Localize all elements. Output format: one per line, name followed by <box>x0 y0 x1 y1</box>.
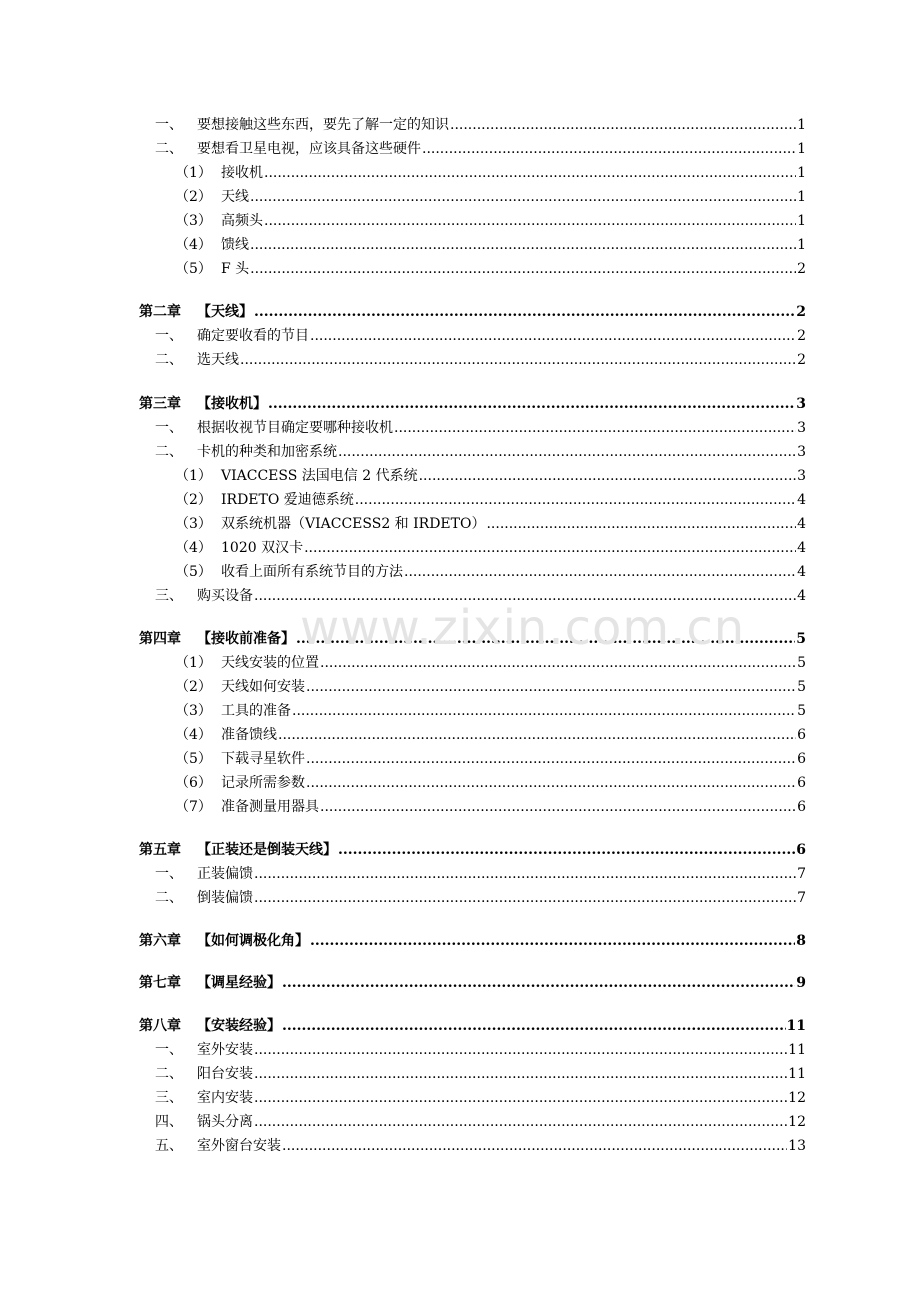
entry-title: 确定要收看的节目 <box>197 328 309 344</box>
entry-number: 第二章 <box>139 304 181 320</box>
toc-entry[interactable] <box>0 350 806 370</box>
entry-number: 一、 <box>155 1042 183 1058</box>
dot-leader <box>310 326 796 346</box>
entry-page-number: 2 <box>797 352 806 368</box>
entry-title: 双系统机器（VIACCESS2 和 IRDETO） <box>221 516 486 532</box>
entry-number: （4） <box>175 237 212 253</box>
entry-page-number: 5 <box>797 703 806 719</box>
entry-number: 四、 <box>155 1114 183 1130</box>
toc-entry[interactable] <box>0 442 806 462</box>
dot-leader <box>292 701 796 721</box>
entry-title: 倒装偏馈 <box>197 890 253 906</box>
entry-number: 三、 <box>155 588 183 604</box>
entry-page-number: 8 <box>796 933 806 949</box>
entry-title: 1020 双汉卡 <box>221 540 304 556</box>
dot-leader <box>264 163 796 183</box>
dot-leader <box>394 418 796 438</box>
dot-leader <box>268 394 795 414</box>
entry-title: 要想接触这些东西，要先了解一定的知识 <box>197 117 449 133</box>
entry-page-number: 5 <box>796 631 806 647</box>
toc-entry[interactable] <box>0 1136 806 1156</box>
toc-entry[interactable] <box>0 725 806 745</box>
entry-number: （1） <box>175 655 212 671</box>
toc-entry[interactable] <box>0 259 806 279</box>
dot-leader <box>254 1064 787 1084</box>
dot-leader <box>419 466 796 486</box>
dot-leader <box>304 538 796 558</box>
entry-title: 记录所需参数 <box>221 775 305 791</box>
entry-title: 准备测量用器具 <box>221 799 319 815</box>
dot-leader <box>254 1040 787 1060</box>
entry-title: 准备馈线 <box>221 727 277 743</box>
entry-number: 第三章 <box>139 396 181 412</box>
entry-page-number: 2 <box>797 328 806 344</box>
entry-title: IRDETO 爱迪德系统 <box>221 492 354 508</box>
entry-number: 第五章 <box>139 842 181 858</box>
entry-page-number: 4 <box>797 564 806 580</box>
dot-leader <box>355 490 796 510</box>
dot-leader <box>404 562 796 582</box>
entry-page-number: 5 <box>797 655 806 671</box>
entry-page-number: 1 <box>797 141 806 157</box>
toc-entry[interactable] <box>0 211 806 231</box>
dot-leader <box>486 514 796 534</box>
toc-entry[interactable] <box>0 586 806 606</box>
dot-leader <box>306 749 796 769</box>
entry-title: 根据收视节目确定要哪种接收机 <box>197 420 393 436</box>
dot-leader <box>254 888 796 908</box>
toc-entry[interactable] <box>0 187 806 207</box>
dot-leader <box>296 629 795 649</box>
toc-entry[interactable] <box>0 1112 806 1132</box>
toc-entry[interactable] <box>0 418 806 438</box>
dot-leader <box>250 259 796 279</box>
entry-page-number: 1 <box>797 189 806 205</box>
entry-number: 第四章 <box>139 631 181 647</box>
entry-title: 【如何调极化角】 <box>197 933 309 949</box>
entry-page-number: 2 <box>797 261 806 277</box>
entry-title: 【安装经验】 <box>197 1018 281 1034</box>
toc-entry[interactable] <box>0 864 806 884</box>
entry-title: 工具的准备 <box>221 703 291 719</box>
entry-title: 卡机的种类和加密系统 <box>197 444 337 460</box>
toc-entry[interactable] <box>0 466 806 486</box>
toc-entry[interactable] <box>0 1088 806 1108</box>
entry-title: 阳台安装 <box>197 1066 253 1082</box>
entry-title: 室内安装 <box>197 1090 253 1106</box>
dot-leader <box>254 1088 787 1108</box>
entry-title: 高频头 <box>221 213 263 229</box>
toc-entry[interactable] <box>0 797 806 817</box>
entry-page-number: 6 <box>796 842 806 858</box>
entry-title: 天线如何安装 <box>221 679 305 695</box>
entry-page-number: 11 <box>786 1018 806 1034</box>
toc-entry[interactable] <box>0 653 806 673</box>
entry-title: 室外安装 <box>197 1042 253 1058</box>
entry-page-number: 1 <box>797 165 806 181</box>
entry-title: 馈线 <box>221 237 249 253</box>
entry-number: （5） <box>175 751 212 767</box>
entry-number: 一、 <box>155 866 183 882</box>
dot-leader <box>338 442 796 462</box>
dot-leader <box>306 773 796 793</box>
toc-entry[interactable] <box>0 490 806 510</box>
entry-title: 要想看卫星电视，应该具备这些硬件 <box>197 141 421 157</box>
toc-entry[interactable] <box>0 749 806 769</box>
entry-title: 收看上面所有系统节目的方法 <box>221 564 403 580</box>
entry-page-number: 6 <box>797 775 806 791</box>
entry-number: 第八章 <box>139 1018 181 1034</box>
toc-entry[interactable] <box>0 1064 806 1084</box>
toc-entry[interactable] <box>0 888 806 908</box>
entry-number: （7） <box>175 799 212 815</box>
entry-number: （5） <box>175 564 212 580</box>
toc-entry[interactable] <box>0 235 806 255</box>
entry-title: 【天线】 <box>197 304 253 320</box>
entry-page-number: 7 <box>797 890 806 906</box>
toc-chapter-entry[interactable] <box>0 973 806 993</box>
entry-page-number: 6 <box>797 727 806 743</box>
entry-page-number: 2 <box>796 304 806 320</box>
entry-title: 【接收前准备】 <box>197 631 295 647</box>
toc-entry[interactable] <box>0 1040 806 1060</box>
dot-leader <box>320 653 796 673</box>
toc-entry[interactable] <box>0 115 806 135</box>
dot-leader <box>450 115 796 135</box>
dot-leader <box>254 586 796 606</box>
entry-number: 一、 <box>155 328 183 344</box>
entry-title: 选天线 <box>197 352 239 368</box>
entry-number: 第六章 <box>139 933 181 949</box>
entry-page-number: 4 <box>797 492 806 508</box>
entry-title: F 头 <box>221 261 250 277</box>
entry-title: 【正装还是倒装天线】 <box>197 842 337 858</box>
entry-number: 二、 <box>155 444 183 460</box>
entry-page-number: 11 <box>788 1042 806 1058</box>
entry-title: 下载寻星软件 <box>221 751 305 767</box>
entry-number: （6） <box>175 775 212 791</box>
entry-title: 锅头分离 <box>197 1114 253 1130</box>
entry-number: （3） <box>175 516 212 532</box>
dot-leader <box>306 677 796 697</box>
entry-page-number: 12 <box>788 1090 806 1106</box>
dot-leader <box>338 840 795 860</box>
toc-chapter-entry[interactable] <box>0 302 806 322</box>
entry-number: 一、 <box>155 420 183 436</box>
entry-number: 二、 <box>155 352 183 368</box>
entry-number: （3） <box>175 703 212 719</box>
dot-leader <box>282 1016 786 1036</box>
toc-chapter-entry[interactable] <box>0 629 806 649</box>
entry-title: 正装偏馈 <box>197 866 253 882</box>
entry-page-number: 4 <box>797 540 806 556</box>
dot-leader <box>282 973 795 993</box>
dot-leader <box>254 864 796 884</box>
entry-page-number: 11 <box>788 1066 806 1082</box>
entry-number: （1） <box>175 165 212 181</box>
dot-leader <box>422 139 796 159</box>
toc-entry[interactable] <box>0 677 806 697</box>
entry-title: 室外窗台安装 <box>197 1138 281 1154</box>
toc-entry[interactable] <box>0 163 806 183</box>
entry-title: 购买设备 <box>197 588 253 604</box>
dot-leader <box>320 797 796 817</box>
entry-number: 三、 <box>155 1090 183 1106</box>
toc-chapter-entry[interactable] <box>0 840 806 860</box>
entry-page-number: 3 <box>797 420 806 436</box>
dot-leader <box>282 1136 787 1156</box>
entry-number: 五、 <box>155 1138 183 1154</box>
entry-title: 天线 <box>221 189 249 205</box>
entry-title: 【接收机】 <box>197 396 267 412</box>
entry-number: 二、 <box>155 141 183 157</box>
watermark: www.zixin.com.cn <box>300 600 746 656</box>
dot-leader <box>278 725 796 745</box>
entry-page-number: 4 <box>797 516 806 532</box>
entry-page-number: 5 <box>797 679 806 695</box>
entry-page-number: 13 <box>788 1138 806 1154</box>
dot-leader <box>254 1112 787 1132</box>
toc-chapter-entry[interactable] <box>0 1016 806 1036</box>
entry-number: 一、 <box>155 117 183 133</box>
entry-page-number: 3 <box>797 444 806 460</box>
entry-number: （2） <box>175 679 212 695</box>
entry-number: （5） <box>175 261 212 277</box>
entry-page-number: 3 <box>797 468 806 484</box>
entry-number: （2） <box>175 189 212 205</box>
entry-page-number: 6 <box>797 799 806 815</box>
toc-entry[interactable] <box>0 139 806 159</box>
entry-title: 接收机 <box>221 165 263 181</box>
entry-number: （3） <box>175 213 212 229</box>
toc-entry[interactable] <box>0 701 806 721</box>
toc-entry[interactable] <box>0 514 806 534</box>
entry-title: 天线安装的位置 <box>221 655 319 671</box>
toc-entry[interactable] <box>0 773 806 793</box>
entry-number: （4） <box>175 540 212 556</box>
entry-page-number: 1 <box>797 237 806 253</box>
toc-chapter-entry[interactable] <box>0 394 806 414</box>
toc-entry[interactable] <box>0 538 806 558</box>
toc-entry[interactable] <box>0 562 806 582</box>
toc-chapter-entry[interactable] <box>0 931 806 951</box>
entry-page-number: 1 <box>797 213 806 229</box>
dot-leader <box>254 302 795 322</box>
entry-title: 【调星经验】 <box>197 975 281 991</box>
entry-page-number: 7 <box>797 866 806 882</box>
entry-page-number: 1 <box>797 117 806 133</box>
entry-page-number: 9 <box>796 975 806 991</box>
entry-page-number: 12 <box>788 1114 806 1130</box>
entry-number: （1） <box>175 468 212 484</box>
dot-leader <box>240 350 796 370</box>
entry-number: （4） <box>175 727 212 743</box>
dot-leader <box>250 235 796 255</box>
entry-number: （2） <box>175 492 212 508</box>
entry-number: 二、 <box>155 890 183 906</box>
toc-entry[interactable] <box>0 326 806 346</box>
dot-leader <box>264 211 796 231</box>
entry-number: 二、 <box>155 1066 183 1082</box>
entry-page-number: 6 <box>797 751 806 767</box>
entry-title: VIACCESS 法国电信 2 代系统 <box>221 468 418 484</box>
entry-page-number: 3 <box>796 396 806 412</box>
entry-number: 第七章 <box>139 975 181 991</box>
dot-leader <box>250 187 796 207</box>
dot-leader <box>310 931 795 951</box>
entry-page-number: 4 <box>797 588 806 604</box>
